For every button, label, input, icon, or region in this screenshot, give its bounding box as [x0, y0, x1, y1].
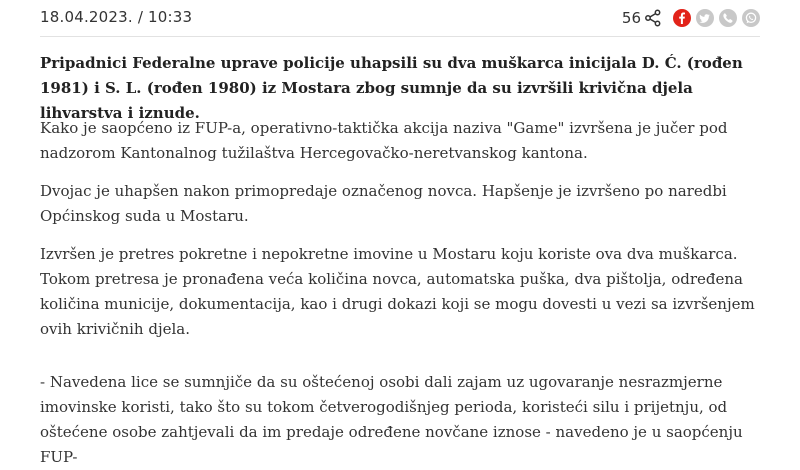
article-paragraph: Dvojac je uhapšen nakon primopredaje označenog novca. Hapšenje je izvršeno po naredbi Općinskog suda u Mostaru. [40, 182, 727, 225]
share-group [622, 7, 760, 29]
share-icon[interactable] [644, 9, 662, 27]
viber-icon [719, 9, 737, 27]
publish-date: 18.04.2023. / 10:33 [40, 8, 193, 26]
share-count: 56 [621, 9, 641, 27]
twitter-icon [696, 9, 714, 27]
whatsapp-share-button[interactable] [742, 9, 760, 27]
article-quote-paragraph: - Navedena lice se sumnjiče da su oštećenoj osobi dali zajam uz ugovaranje nesrazmjerne imovinske koristi, tako što su tokom četverogodišnjeg perioda, koristeći silu i prijetnju, od oštećene osobe zahtjevali da im predaje određene novčane iznose - navedeno je u saopćenju FUP- [40, 373, 743, 466]
article-paragraph: Kako je saopćeno iz FUP-a, operativno-taktička akcija naziva "Game" izvršena je jučer pod nadzorom Kantonalnog tužilaštva Hercegovačko-neretvanskog kantona. [40, 119, 728, 162]
twitter-share-button[interactable] [696, 9, 714, 27]
facebook-share-button[interactable] [673, 9, 691, 27]
article-meta-bar [40, 0, 760, 37]
facebook-icon [673, 9, 691, 27]
article-paragraph: Izvršen je pretres pokretne i nepokretne imovine u Mostaru koju koriste ova dva muškarca. Tokom pretresa je pronađena veća količina novca, automatska puška, dva pištolja, određena količina municije, dokumentacija, kao i drugi dokazi koji se mogu dovesti u vezi sa izvršenjem ovih krivičnih djela. [40, 245, 755, 338]
whatsapp-icon [742, 9, 760, 27]
article-lead: Pripadnici Federalne uprave policije uhapsili su dva muškarca inicijala D. Ć. (rođen 1981) i S. L. (rođen 1980) iz Mostara zbog sumnje da su izvršili krivična djela lihvarstva i iznude. [40, 54, 743, 122]
viber-share-button[interactable] [719, 9, 737, 27]
